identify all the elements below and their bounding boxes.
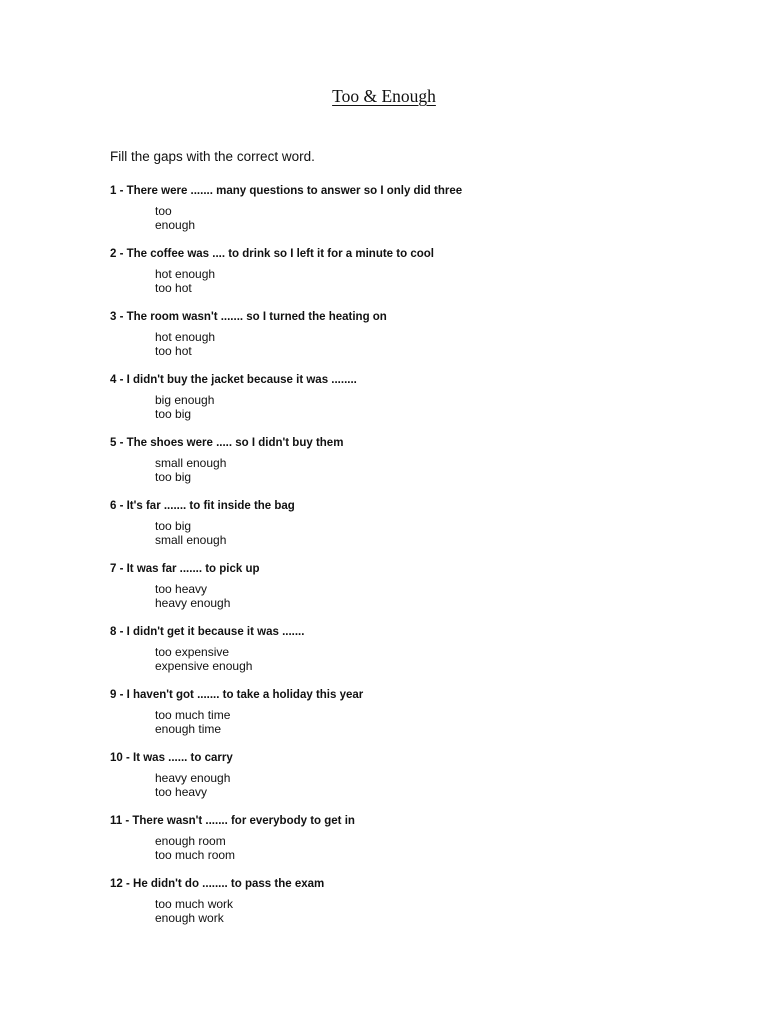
option-list xyxy=(155,393,730,421)
question-item xyxy=(110,876,730,939)
answer-option: too much work xyxy=(155,897,234,911)
option-list xyxy=(155,708,730,736)
answer-option: enough work xyxy=(155,911,224,925)
answer-option: too big xyxy=(155,519,192,533)
answer-option: heavy enough xyxy=(155,596,231,610)
question-item xyxy=(110,435,730,498)
answer-option: enough xyxy=(155,218,196,232)
answer-option: hot enough xyxy=(155,330,216,344)
question-text: 7 - It was far ....... to pick up xyxy=(110,563,260,575)
answer-option: small enough xyxy=(155,533,227,547)
answer-option: enough time xyxy=(155,722,222,736)
answer-option: too big xyxy=(155,407,192,421)
question-item xyxy=(110,561,730,624)
question-text: 2 - The coffee was .... to drink so I left it for a minute to cool xyxy=(110,248,434,260)
option-list xyxy=(155,519,730,547)
question-text: 5 - The shoes were ..... so I didn't buy them xyxy=(110,437,344,449)
answer-option: too expensive xyxy=(155,645,230,659)
instruction-text: Fill the gaps with the correct word. xyxy=(110,149,315,164)
question-text: 6 - It's far ....... to fit inside the bag xyxy=(110,500,295,512)
question-item xyxy=(110,687,730,750)
answer-option: heavy enough xyxy=(155,771,231,785)
page-title: Too & Enough xyxy=(332,86,436,106)
option-list xyxy=(155,267,730,295)
question-text: 3 - The room wasn't ....... so I turned the heating on xyxy=(110,311,387,323)
answer-option: big enough xyxy=(155,393,215,407)
question-item xyxy=(110,372,730,435)
answer-option: too much time xyxy=(155,708,231,722)
question-item xyxy=(110,750,730,813)
question-item xyxy=(110,309,730,372)
question-item xyxy=(110,183,730,246)
question-text: 11 - There wasn't ....... for everybody to get in xyxy=(110,815,355,827)
answer-option: too much room xyxy=(155,848,236,862)
option-list xyxy=(155,330,730,358)
option-list xyxy=(155,645,730,673)
answer-option: too heavy xyxy=(155,785,208,799)
question-item xyxy=(110,498,730,561)
question-text: 8 - I didn't get it because it was ....... xyxy=(110,626,305,638)
question-item xyxy=(110,246,730,309)
option-list xyxy=(155,771,730,799)
question-text: 9 - I haven't got ....... to take a holiday this year xyxy=(110,689,364,701)
answer-option: enough room xyxy=(155,834,226,848)
answer-option: expensive enough xyxy=(155,659,253,673)
option-list xyxy=(155,897,730,925)
answer-option: small enough xyxy=(155,456,227,470)
answer-option: too big xyxy=(155,470,192,484)
answer-option: hot enough xyxy=(155,267,216,281)
option-list xyxy=(155,582,730,610)
answer-option: too hot xyxy=(155,344,192,358)
question-text: 10 - It was ...... to carry xyxy=(110,752,233,764)
question-list xyxy=(110,183,730,939)
answer-option: too hot xyxy=(155,281,192,295)
question-item xyxy=(110,813,730,876)
answer-option: too xyxy=(155,204,172,218)
option-list xyxy=(155,456,730,484)
option-list xyxy=(155,834,730,862)
question-text: 4 - I didn't buy the jacket because it was ........ xyxy=(110,374,357,386)
answer-option: too heavy xyxy=(155,582,208,596)
question-text: 12 - He didn't do ........ to pass the exam xyxy=(110,878,325,890)
option-list xyxy=(155,204,730,232)
question-text: 1 - There were ....... many questions to answer so I only did three xyxy=(110,185,463,197)
question-item xyxy=(110,624,730,687)
